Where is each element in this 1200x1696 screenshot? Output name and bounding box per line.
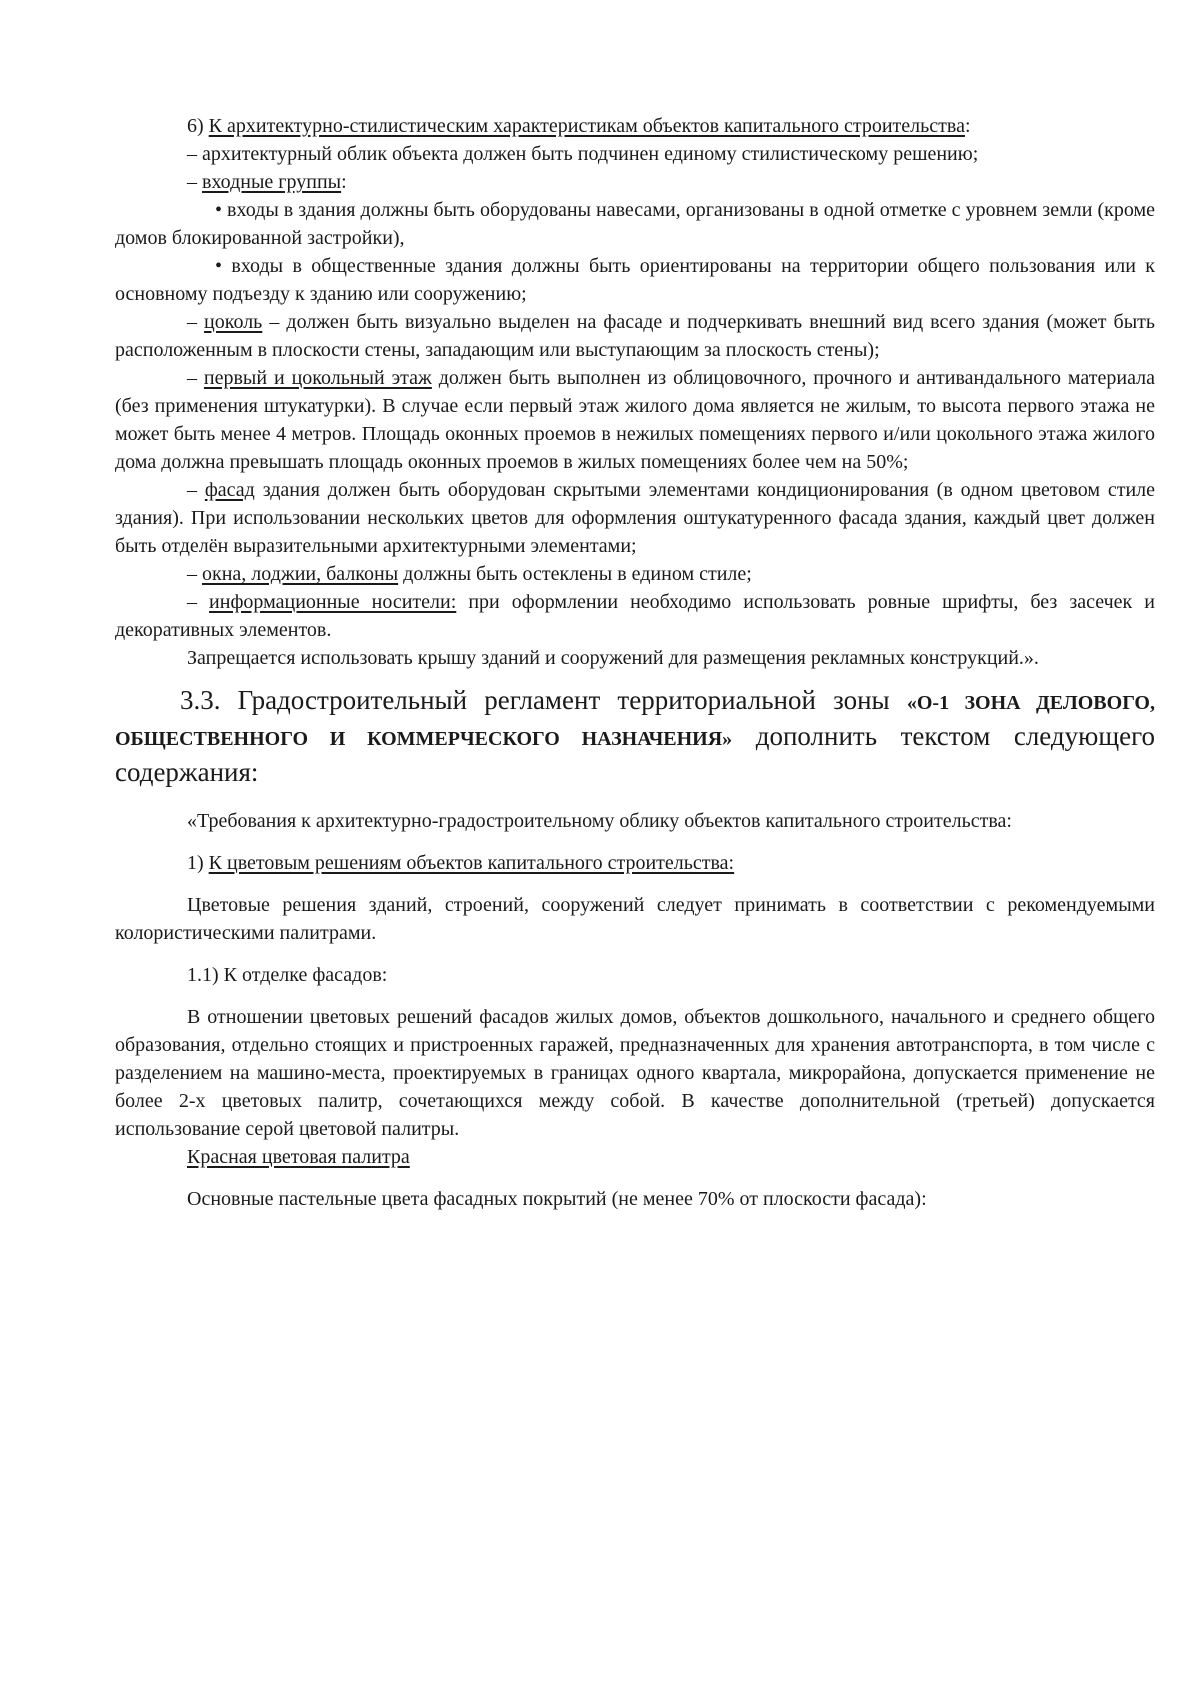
paragraph-facade-colors: В отношении цветовых решений фасадов жилых домов, объектов дошкольного, начального и среднего общего образования, отдельно стоящих и пристроенных гаражей, предназначенных для хранения автотранспорта, в том числе с разделением на машино-места, проектируемых в границах одного квартала, микрорайона, допускается применение не более 2-х цветовых палитр, сочетающихся между собой. В качестве дополнительной (третьей) допускается использование серой цветовой палитры.: [115, 1006, 1155, 1140]
paragraph-facade: – фасад здания должен быть оборудован скрытыми элементами кондиционирования (в одном цветовом стиле здания). При использовании нескольких цветов для оформления оштукатуренного фасада здания, каждый цвет должен быть отделён выразительными архитектурными элементами;: [115, 479, 1156, 557]
paragraph-first-floor: – первый и цокольный этаж должен быть выполнен из облицовочного, прочного и антивандального материала (без применения штукатурки). В случае если первый этаж жилого дома является не жилым, то высота первого этажа не может быть менее 4 метров. Площадь оконных проемов в нежилых помещениях первого и/или цокольного этажа жилого дома должна превышать площадь оконных проемов в жилых помещениях более чем на 50%;: [115, 367, 1155, 473]
paragraph-pastel-colors: Основные пастельные цвета фасадных покрытий (не менее 70% от плоскости фасада):: [187, 1188, 927, 1210]
heading-underlined: К архитектурно-стилистическим характеристикам объектов капитального строительства: [208, 115, 965, 137]
paragraph-plinth: – цоколь – должен быть визуально выделен на фасаде и подчеркивать внешний вид всего здания (может быть расположенным в плоскости стены, западающим или выступающим за плоскость стены);: [115, 311, 1155, 361]
zone-name: «О-1 ЗОНА ДЕЛОВОГО, ОБЩЕСТВЕННОГО И КОММЕРЧЕСКОГО НАЗНАЧЕНИЯ»: [115, 692, 1155, 750]
bullet-entrances-canopies: • входы в здания должны быть оборудованы навесами, организованы в одной отметке с уровнем земли (кроме домов блокированной застройки),: [115, 199, 1155, 249]
paragraph-color-solutions-heading: 1) К цветовым решениям объектов капитального строительства:: [187, 852, 735, 874]
paragraph-facade-unity: – архитектурный облик объекта должен быть подчинен единому стилистическому решению;: [187, 143, 979, 165]
paragraph-entrance-groups: – входные группы:: [187, 171, 347, 193]
paragraph-roof-ban: Запрещается использовать крышу зданий и сооружений для размещения рекламных конструкций.».: [187, 647, 1039, 669]
paragraph-windows: – окна, лоджии, балконы должны быть остеклены в едином стиле;: [187, 563, 752, 585]
document-page: [115, 112, 1155, 1213]
paragraph-requirements-intro: «Требования к архитектурно-градостроительному облику объектов капитального строительства:: [187, 810, 1012, 832]
paragraph-6-heading: 6) К архитектурно-стилистическим характеристикам объектов капитального строительства:: [187, 115, 971, 137]
paragraph-info-carriers: – информационные носители: при оформлении необходимо использовать ровные шрифты, без засечек и декоративных элементов.: [115, 591, 1156, 641]
paragraph-facade-finishing: 1.1) К отделке фасадов:: [187, 964, 388, 986]
section-3-3-heading: 3.3. Градостроительный регламент территориальной зоны «О-1 ЗОНА ДЕЛОВОГО, ОБЩЕСТВЕННОГО И КОММЕРЧЕСКОГО НАЗНАЧЕНИЯ» дополнить текстом следующего содержания:: [115, 685, 1156, 787]
paragraph-color-palettes: Цветовые решения зданий, строений, сооружений следует принимать в соответствии с рекомендуемыми колористическими палитрами.: [115, 894, 1155, 944]
paragraph-red-palette: Красная цветовая палитра: [187, 1146, 410, 1168]
bullet-public-entrances: • входы в общественные здания должны быть ориентированы на территории общего пользования или к основному подъезду к зданию или сооружению;: [115, 255, 1155, 305]
